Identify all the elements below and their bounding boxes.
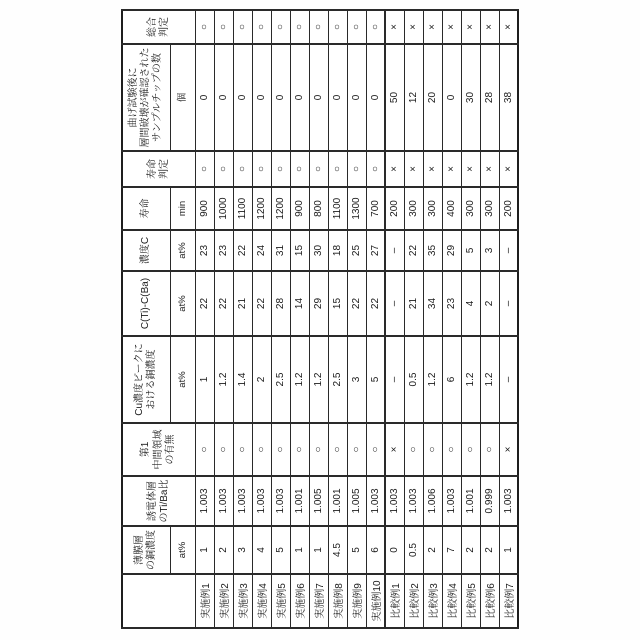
unit-cell-bend-test: 個 <box>170 44 195 151</box>
cell: 0 <box>328 44 347 151</box>
cell: ○ <box>252 423 271 476</box>
cell: 4.5 <box>328 526 347 574</box>
cell: 25 <box>347 230 366 271</box>
cell: 900 <box>290 187 309 230</box>
cell: ○ <box>442 423 461 476</box>
header-line: の有無 <box>164 434 176 465</box>
cell: ○ <box>214 423 233 476</box>
table-row <box>195 10 214 628</box>
cell: 1.2 <box>309 336 328 423</box>
cell: 1.003 <box>233 476 252 526</box>
row-label: 実施例8 <box>328 574 347 628</box>
cell: 22 <box>214 271 233 336</box>
table-row <box>366 10 385 628</box>
header-title-row <box>122 10 170 628</box>
cell: 30 <box>461 44 480 151</box>
cell: ○ <box>480 423 499 476</box>
col-header-thin-film-cu <box>122 526 170 574</box>
cell: 1.003 <box>195 476 214 526</box>
cell: 2.5 <box>271 336 290 423</box>
row-label: 比較例7 <box>499 574 518 628</box>
cell: × <box>461 151 480 187</box>
cell: 29 <box>309 271 328 336</box>
cell: 1.003 <box>499 476 518 526</box>
cell: 1200 <box>252 187 271 230</box>
cell: ○ <box>195 10 214 44</box>
cell: 6 <box>442 336 461 423</box>
cell: 1.2 <box>461 336 480 423</box>
header-line: 寿命 <box>140 198 152 219</box>
cell: 28 <box>271 271 290 336</box>
col-header-concentration-c <box>122 230 170 271</box>
cell: 1.003 <box>214 476 233 526</box>
cell: ○ <box>195 423 214 476</box>
row-label: 実施例10 <box>366 574 385 628</box>
cell: 0 <box>233 44 252 151</box>
cell: 0.5 <box>404 526 423 574</box>
cell: 1.006 <box>423 476 442 526</box>
cell: 1.003 <box>252 476 271 526</box>
cell: 34 <box>423 271 442 336</box>
cell: ○ <box>347 10 366 44</box>
cell: ○ <box>233 151 252 187</box>
row-label: 実施例5 <box>271 574 290 628</box>
table-row <box>385 10 404 628</box>
cell: 1.003 <box>366 476 385 526</box>
col-header-ti-ba-ratio <box>122 476 195 526</box>
cell: 0 <box>385 526 404 574</box>
cell: – <box>499 336 518 423</box>
cell: 1.005 <box>309 476 328 526</box>
cell: 2 <box>480 271 499 336</box>
cell: × <box>385 10 404 44</box>
cell: 1.003 <box>385 476 404 526</box>
header-line: Cu濃度ピークに <box>134 343 146 416</box>
cell: 1 <box>195 526 214 574</box>
header-line: のTi/Ba比 <box>158 479 170 523</box>
header-line: 層間破壊が確認された <box>140 47 152 148</box>
header-line: 曲げ試験後に <box>127 67 139 128</box>
cell: 15 <box>290 230 309 271</box>
cell: 22 <box>195 271 214 336</box>
cell: 22 <box>404 230 423 271</box>
header-line: 濃度C <box>140 236 152 265</box>
cell: 1.003 <box>442 476 461 526</box>
cell: ○ <box>214 151 233 187</box>
cell: 21 <box>404 271 423 336</box>
cell: ○ <box>404 423 423 476</box>
cell: ○ <box>309 423 328 476</box>
row-label: 比較例5 <box>461 574 480 628</box>
cell: ○ <box>366 423 385 476</box>
cell: 0 <box>347 44 366 151</box>
cell: – <box>499 230 518 271</box>
row-label: 実施例6 <box>290 574 309 628</box>
cell: × <box>404 151 423 187</box>
cell: ○ <box>271 10 290 44</box>
table-row <box>252 10 271 628</box>
table-row <box>309 10 328 628</box>
cell: 0.999 <box>480 476 499 526</box>
header-line: 第1 <box>140 441 152 458</box>
cell: × <box>442 151 461 187</box>
header-line: 誘電体層 <box>146 481 158 521</box>
cell: 18 <box>328 230 347 271</box>
cell: 1.003 <box>404 476 423 526</box>
cell: 700 <box>366 187 385 230</box>
cell: 1.001 <box>290 476 309 526</box>
cell: × <box>480 10 499 44</box>
cell: ○ <box>252 10 271 44</box>
row-label: 実施例7 <box>309 574 328 628</box>
cell: 300 <box>461 187 480 230</box>
cell: – <box>385 271 404 336</box>
cell: 5 <box>461 230 480 271</box>
cell: 1.005 <box>347 476 366 526</box>
cell: 0 <box>442 44 461 151</box>
cell: ○ <box>214 10 233 44</box>
cell: 38 <box>499 44 518 151</box>
cell: 23 <box>442 271 461 336</box>
cell: 1.001 <box>461 476 480 526</box>
table-row <box>480 10 499 628</box>
cell: 0 <box>271 44 290 151</box>
cell: 4 <box>252 526 271 574</box>
cell: – <box>385 230 404 271</box>
table-row <box>347 10 366 628</box>
cell: ○ <box>347 151 366 187</box>
unit-cell-c-ti-c-ba: at% <box>170 271 195 336</box>
cell: 0 <box>290 44 309 151</box>
cell: 1.2 <box>423 336 442 423</box>
cell: 2 <box>252 336 271 423</box>
cell: 3 <box>347 336 366 423</box>
cell: 0 <box>366 44 385 151</box>
row-label: 実施例2 <box>214 574 233 628</box>
corner-cell <box>122 574 195 628</box>
table-row <box>214 10 233 628</box>
cell: 4 <box>461 271 480 336</box>
cell: 1 <box>499 526 518 574</box>
cell: ○ <box>252 151 271 187</box>
cell: 24 <box>252 230 271 271</box>
cell: 21 <box>233 271 252 336</box>
header-unit-row <box>170 10 195 628</box>
cell: ○ <box>328 151 347 187</box>
cell: 22 <box>347 271 366 336</box>
cell: ○ <box>233 423 252 476</box>
cell: ○ <box>309 151 328 187</box>
cell: 1.003 <box>271 476 290 526</box>
cell: 23 <box>214 230 233 271</box>
cell: 900 <box>195 187 214 230</box>
patent-results-table <box>121 9 519 629</box>
row-label: 実施例4 <box>252 574 271 628</box>
cell: ○ <box>423 423 442 476</box>
cell: 7 <box>442 526 461 574</box>
cell: – <box>385 336 404 423</box>
col-header-c-ti-minus-c-ba <box>122 271 170 336</box>
cell: × <box>499 423 518 476</box>
cell: 200 <box>385 187 404 230</box>
cell: 2 <box>461 526 480 574</box>
cell: 1200 <box>271 187 290 230</box>
cell: 200 <box>499 187 518 230</box>
header-line: サンプルチップの数 <box>152 53 164 142</box>
row-label: 比較例1 <box>385 574 404 628</box>
cell: 1.2 <box>290 336 309 423</box>
header-line: 薄膜層 <box>134 535 146 565</box>
cell: ○ <box>366 10 385 44</box>
cell: ○ <box>328 423 347 476</box>
header-line: C(Ti)-C(Ba) <box>140 277 152 330</box>
cell: × <box>461 10 480 44</box>
cell: 3 <box>480 230 499 271</box>
table-row <box>290 10 309 628</box>
cell: 1 <box>290 526 309 574</box>
row-label: 比較例6 <box>480 574 499 628</box>
cell: 1.2 <box>214 336 233 423</box>
cell: 0 <box>309 44 328 151</box>
header-line: 総合 <box>146 17 158 37</box>
cell: ○ <box>347 423 366 476</box>
cell: 1 <box>195 336 214 423</box>
cell: 28 <box>480 44 499 151</box>
col-header-lifetime <box>122 187 170 230</box>
cell: 0 <box>252 44 271 151</box>
cell: 15 <box>328 271 347 336</box>
table-row <box>423 10 442 628</box>
cell: 1 <box>309 526 328 574</box>
cell: 1.2 <box>480 336 499 423</box>
cell: × <box>404 10 423 44</box>
header-line: 中間領域 <box>152 429 164 470</box>
cell: ○ <box>233 10 252 44</box>
cell: 3 <box>233 526 252 574</box>
cell: 1.4 <box>233 336 252 423</box>
cell: 0 <box>214 44 233 151</box>
cell: 2 <box>214 526 233 574</box>
cell: 29 <box>442 230 461 271</box>
cell: 1100 <box>328 187 347 230</box>
cell: × <box>423 10 442 44</box>
table-row <box>271 10 290 628</box>
header-line: おける銅濃度 <box>146 349 158 410</box>
cell: × <box>385 423 404 476</box>
cell: 300 <box>404 187 423 230</box>
cell: 2 <box>480 526 499 574</box>
cell: 0.5 <box>404 336 423 423</box>
cell: 6 <box>366 526 385 574</box>
cell: 22 <box>366 271 385 336</box>
row-label: 比較例3 <box>423 574 442 628</box>
row-label: 実施例3 <box>233 574 252 628</box>
cell: 1000 <box>214 187 233 230</box>
cell: 50 <box>385 44 404 151</box>
cell: × <box>499 151 518 187</box>
cell: ○ <box>309 10 328 44</box>
cell: 800 <box>309 187 328 230</box>
table-row <box>233 10 252 628</box>
table-row <box>404 10 423 628</box>
cell: × <box>442 10 461 44</box>
cell: 0 <box>195 44 214 151</box>
cell: 20 <box>423 44 442 151</box>
cell: × <box>499 10 518 44</box>
row-label: 実施例1 <box>195 574 214 628</box>
col-header-overall-judgment <box>122 10 195 44</box>
cell: ○ <box>328 10 347 44</box>
cell: 27 <box>366 230 385 271</box>
cell: 1300 <box>347 187 366 230</box>
cell: 1.001 <box>328 476 347 526</box>
cell: ○ <box>195 151 214 187</box>
rotated-table-container <box>121 11 517 629</box>
cell: ○ <box>271 151 290 187</box>
cell: ○ <box>290 151 309 187</box>
cell: 1100 <box>233 187 252 230</box>
table-row <box>461 10 480 628</box>
row-label: 実施例9 <box>347 574 366 628</box>
cell: ○ <box>290 423 309 476</box>
cell: 14 <box>290 271 309 336</box>
cell: 31 <box>271 230 290 271</box>
col-header-cu-peak-concentration <box>122 336 170 423</box>
cell: × <box>385 151 404 187</box>
unit-cell-concentration-c: at% <box>170 230 195 271</box>
cell: 23 <box>195 230 214 271</box>
col-header-first-intermediate-region <box>122 423 195 476</box>
cell: 400 <box>442 187 461 230</box>
cell: 5 <box>366 336 385 423</box>
cell: ○ <box>290 10 309 44</box>
cell: 35 <box>423 230 442 271</box>
cell: ○ <box>271 423 290 476</box>
cell: 30 <box>309 230 328 271</box>
cell: × <box>480 151 499 187</box>
unit-cell-cu-peak: at% <box>170 336 195 423</box>
cell: 2.5 <box>328 336 347 423</box>
table-row <box>328 10 347 628</box>
header-line: 判定 <box>158 159 170 179</box>
header-line: 寿命 <box>146 159 158 179</box>
col-header-bend-test-count <box>122 44 170 151</box>
cell: × <box>423 151 442 187</box>
cell: 22 <box>233 230 252 271</box>
table-row <box>499 10 518 628</box>
cell: – <box>499 271 518 336</box>
cell: 5 <box>271 526 290 574</box>
cell: 300 <box>480 187 499 230</box>
header-line: 判定 <box>158 17 170 37</box>
col-header-lifetime-judgment <box>122 151 195 187</box>
cell: ○ <box>461 423 480 476</box>
header-line: の銅濃度 <box>146 530 158 570</box>
cell: ○ <box>366 151 385 187</box>
cell: 5 <box>347 526 366 574</box>
cell: 12 <box>404 44 423 151</box>
row-label: 比較例2 <box>404 574 423 628</box>
cell: 22 <box>252 271 271 336</box>
unit-cell-lifetime: min <box>170 187 195 230</box>
cell: 2 <box>423 526 442 574</box>
table-body <box>195 10 518 628</box>
cell: 300 <box>423 187 442 230</box>
unit-cell-thin-film-cu: at% <box>170 526 195 574</box>
table-row <box>442 10 461 628</box>
row-label: 比較例4 <box>442 574 461 628</box>
